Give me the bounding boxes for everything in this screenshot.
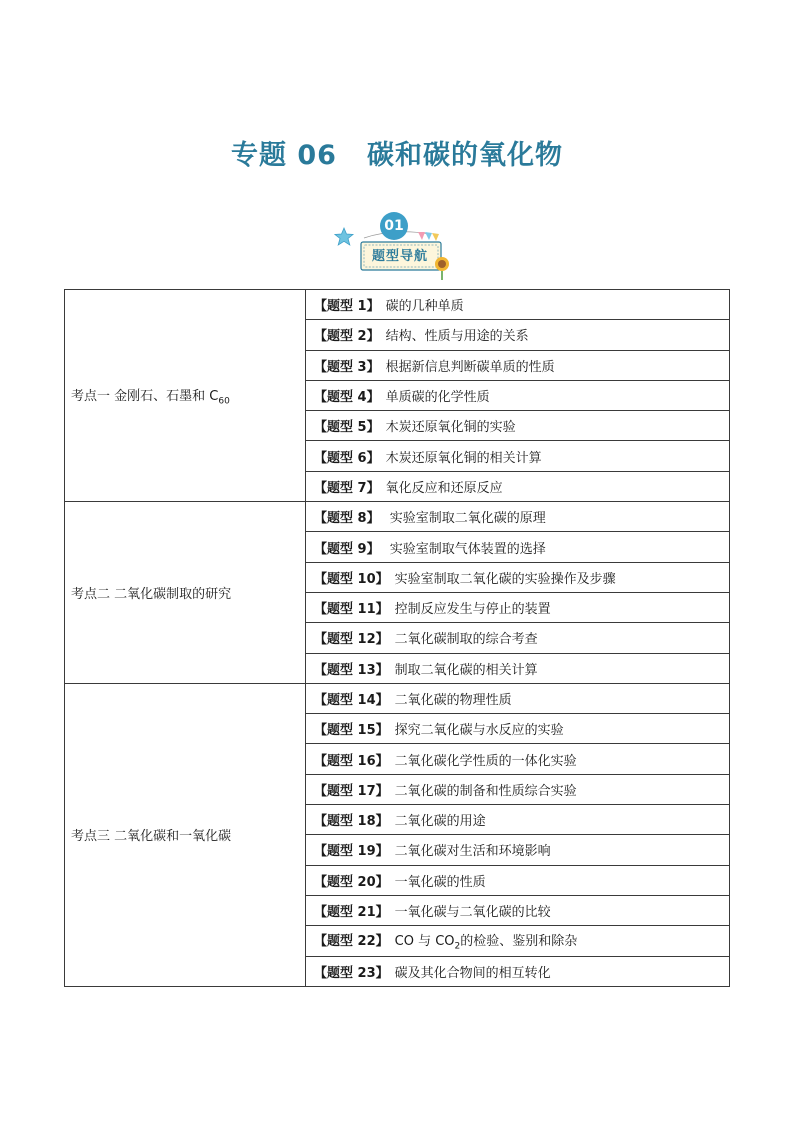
section-badge: [334, 208, 454, 280]
question-type-tag: 【题型 22】: [314, 934, 389, 950]
question-type-name: 一氧化碳与二氧化碳的比较: [394, 905, 551, 921]
question-type-name-rest: 的检验、鉴别和除杂: [460, 934, 578, 950]
question-type-name: 二氧化碳制取的综合考查: [394, 632, 538, 648]
question-type-name: 结构、性质与用途的关系: [385, 329, 529, 345]
question-type-name: 二氧化碳的用途: [394, 814, 486, 830]
question-type-name: 二氧化碳的制备和性质综合实验: [394, 783, 577, 799]
question-type-cell: [306, 895, 730, 925]
question-type-tag: 【题型 3】: [314, 359, 380, 375]
question-type-tag: 【题型 15】: [314, 723, 389, 739]
category-label: 考点二 二氧化碳制取的研究: [71, 586, 232, 602]
question-type-cell: [306, 320, 730, 350]
question-type-name: 实验室制取气体装置的选择: [385, 541, 546, 557]
question-type-tag: 【题型 5】: [314, 420, 380, 436]
question-type-name: 二氧化碳对生活和环境影响: [394, 844, 551, 860]
badge-label: 题型导航: [371, 249, 428, 264]
question-type-cell: [306, 653, 730, 683]
question-type-tag: 【题型 17】: [314, 783, 389, 799]
category-cell: [65, 290, 306, 502]
question-type-cell: [306, 471, 730, 501]
question-type-name: 实验室制取二氧化碳的原理: [385, 511, 546, 527]
question-type-cell: [306, 865, 730, 895]
question-type-tag: 【题型 9】: [314, 541, 380, 557]
question-type-tag: 【题型 6】: [314, 450, 380, 466]
question-type-name: 单质碳的化学性质: [385, 390, 490, 406]
question-type-cell: [306, 592, 730, 622]
question-type-tag: 【题型 13】: [314, 662, 389, 678]
question-type-cell: [306, 441, 730, 471]
question-type-tag: 【题型 16】: [314, 753, 389, 769]
question-type-tag: 【题型 23】: [314, 965, 389, 981]
category-label: 考点一 金刚石、石墨和 C: [71, 388, 219, 404]
question-type-name: 控制反应发生与停止的装置: [394, 602, 551, 618]
question-type-table: [64, 289, 730, 987]
question-type-tag: 【题型 1】: [314, 299, 380, 315]
question-type-cell: [306, 290, 730, 320]
question-type-tag: 【题型 12】: [314, 632, 389, 648]
question-type-name: 实验室制取二氧化碳的实验操作及步骤: [394, 571, 616, 587]
question-type-name: 碳的几种单质: [385, 299, 464, 315]
question-type-tag: 【题型 4】: [314, 390, 380, 406]
question-type-tag: 【题型 19】: [314, 844, 389, 860]
question-type-cell: [306, 805, 730, 835]
question-type-cell: [306, 926, 730, 956]
question-type-cell: [306, 411, 730, 441]
page-title: [0, 133, 794, 172]
question-type-cell: [306, 774, 730, 804]
question-type-tag: 【题型 18】: [314, 814, 389, 830]
category-cell: [65, 683, 306, 986]
question-type-cell: [306, 532, 730, 562]
question-type-cell: [306, 714, 730, 744]
question-type-tag: 【题型 14】: [314, 693, 389, 708]
question-type-name: 二氧化碳的物理性质: [394, 693, 512, 708]
question-type-tag: 【题型 20】: [314, 874, 389, 890]
question-type-cell: [306, 562, 730, 592]
question-type-cell: [306, 956, 730, 986]
table-row: [65, 502, 730, 532]
question-type-tag: 【题型 11】: [314, 602, 389, 618]
question-type-name: 制取二氧化碳的相关计算: [394, 662, 538, 678]
question-type-name: 碳及其化合物间的相互转化: [394, 965, 551, 981]
question-type-cell: [306, 683, 730, 713]
question-type-tag: 【题型 7】: [314, 480, 380, 496]
question-type-cell: [306, 835, 730, 865]
title-number: 专题 06: [231, 140, 337, 171]
question-type-name: CO 与 CO: [394, 934, 455, 950]
question-type-name: 氧化反应和还原反应: [385, 480, 503, 496]
question-type-name: 木炭还原氧化铜的相关计算: [385, 450, 542, 466]
question-type-name: 探究二氧化碳与水反应的实验: [394, 723, 564, 739]
question-type-subscript: 2: [454, 941, 461, 952]
question-type-tag: 【题型 21】: [314, 905, 389, 921]
table-row: [65, 683, 730, 713]
question-type-name: 一氧化碳的性质: [394, 874, 486, 890]
question-type-name: 木炭还原氧化铜的实验: [385, 420, 516, 436]
question-type-cell: [306, 380, 730, 410]
title-text: 碳和碳的氧化物: [366, 140, 563, 171]
question-type-name: 根据新信息判断碳单质的性质: [385, 359, 555, 375]
question-type-cell: [306, 502, 730, 532]
question-type-cell: [306, 744, 730, 774]
question-type-tag: 【题型 10】: [314, 571, 389, 587]
category-label: 考点三 二氧化碳和一氧化碳: [71, 829, 232, 845]
category-subscript: 60: [218, 396, 230, 407]
question-type-cell: [306, 623, 730, 653]
badge-number: 01: [384, 218, 404, 234]
table-row: [65, 290, 730, 320]
category-cell: [65, 502, 306, 684]
question-type-cell: [306, 350, 730, 380]
question-type-name: 二氧化碳化学性质的一体化实验: [394, 753, 577, 769]
question-type-tag: 【题型 8】: [314, 511, 380, 527]
question-type-tag: 【题型 2】: [314, 329, 380, 345]
